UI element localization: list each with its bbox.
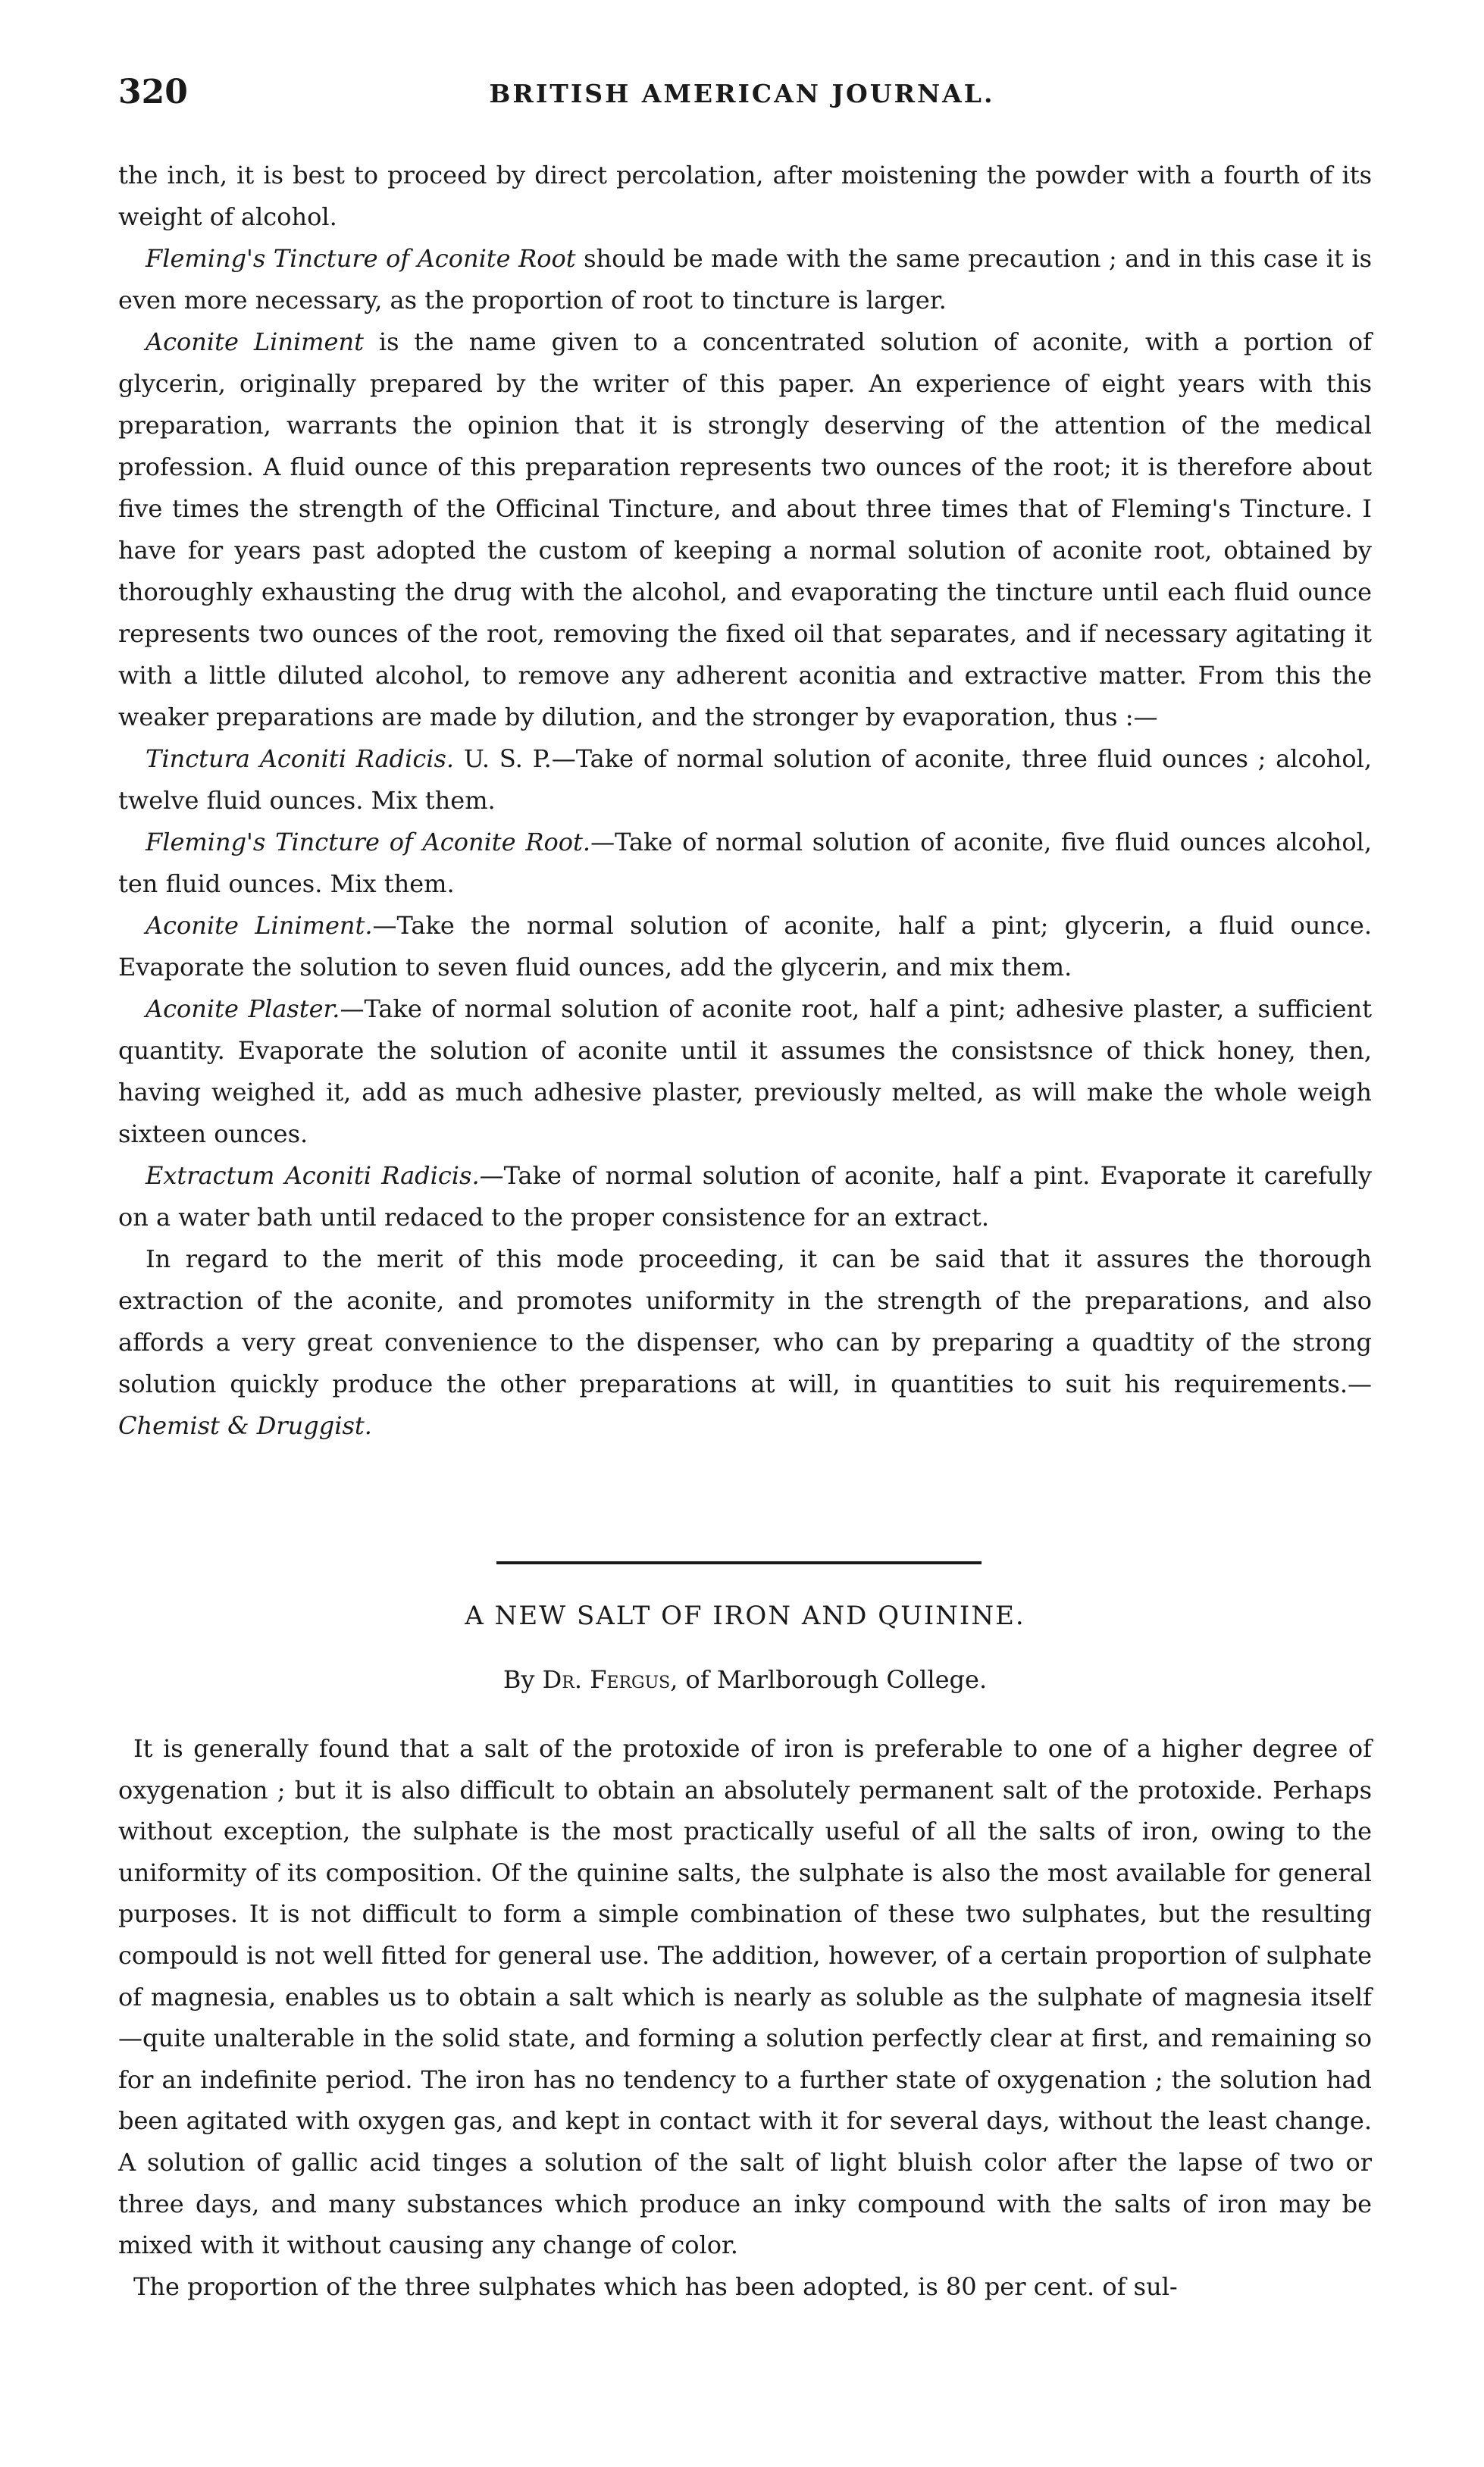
source-citation: Chemist & Druggist. — [118, 1411, 372, 1440]
recipe-paragraph — [118, 738, 1372, 822]
recipe-name: Fleming's Tincture of Aconite Root. — [146, 828, 591, 856]
paragraph — [118, 321, 1372, 738]
recipe-name: Extractum Aconiti Radicis. — [146, 1161, 480, 1190]
page-header — [118, 73, 1366, 118]
byline-prefix: By — [502, 1665, 543, 1694]
paragraph-text: is the name given to a concentrated solution of aconite, with a portion of glycerin, originally prepared by the writer of this paper. An experience of eight years with this preparation, warrants the opinion that it is strongly deserving of the attention of the medical profession. A fluid ounce of this preparation represents two ounces of the root; it is therefore about five times the strength of the Officinal Tincture, and about three times that of Fleming's Tincture. I have for years past adopted the custom of keeping a normal solution of aconite root, obtained by thoroughly exhausting the drug with the alcohol, and evaporating the tincture until each fluid ounce represents two ounces of the root, removing the fixed oil that separates, and if necessary agitating it with a little diluted alcohol, to remove any adherent aconitia and extractive matter. From this the weaker preparations are made by dilution, and the stronger by evaporation, thus :— — [118, 327, 1373, 731]
recipe-paragraph — [118, 1155, 1372, 1238]
byline-affiliation: , of Marlborough College. — [670, 1665, 988, 1694]
author-name: Dr. Fergus — [542, 1665, 671, 1694]
recipe-text: —Take of normal solution of aconite, half a pint. Evaporate it carefully on a water bath until redaced to the proper consistence for an extract. — [118, 1161, 1373, 1232]
recipe-name: Aconite Plaster. — [146, 994, 340, 1023]
aconite-article-continuation — [118, 155, 1372, 1447]
italic-term: Fleming's Tincture of Aconite Root — [146, 244, 576, 273]
recipe-paragraph — [118, 988, 1372, 1155]
recipe-text: —Take of normal solution of aconite root, half a pint; adhesive plaster, a sufficient quantity. Evaporate the solution of aconite until it assumes the consistsnce of thick honey, then, having weighed it, add as much adhesive plaster, previously melted, as will make the whole weigh sixteen ounces. — [118, 994, 1373, 1148]
paragraph: It is generally found that a salt of the protoxide of iron is preferable to one of a higher degree of oxygenation ; but it is also difficult to obtain an absolutely permanent salt of the protoxide. Perhaps without exception, the sulphate is the most practically useful of all the salts of iron, owing to the uniformity of its composition. Of the quinine salts, the sulphate is also the most available for general purposes. It is not difficult to form a simple combination of these two sulphates, but the resulting compould is not well fitted for general use. The addition, however, of a certain proportion of sulphate of magnesia, enables us to obtain a salt which is nearly as soluble as the sulphate of magnesia itself—quite unalterable in the solid state, and forming a solution perfectly clear at first, and remaining so for an indefinite period. The iron has no tendency to a further state of oxygenation ; the solution had been agitated with oxygen gas, and kept in contact with it for several days, without the least change. A solution of gallic acid tinges a solution of the salt of light bluish color after the lapse of two or three days, and many substances which produce an inky compound with the salts of iron may be mixed with it without causing any change of color. — [118, 1734, 1372, 2260]
recipe-name: Tinctura Aconiti Radicis. — [146, 744, 455, 773]
recipe-paragraph — [118, 905, 1372, 988]
page-number: 320 — [118, 73, 188, 111]
paragraph-text: In regard to the merit of this mode proceeding, it can be said that it assures the thorough extraction of the aconite, and promotes uniformity in the strength of the preparations, and also affords a very great convenience to the dispenser, who can by preparing a quadtity of the strong solution quickly produce the other preparations at will, in quantities to suit his requirements.— — [118, 1244, 1372, 1398]
running-head: BRITISH AMERICAN JOURNAL. — [489, 79, 995, 108]
recipe-text: —Take of normal solution of aconite, five fluid ounces alcohol, ten fluid ounces. Mix them. — [118, 828, 1373, 898]
recipe-name: Aconite Liniment. — [146, 911, 373, 940]
closing-paragraph — [118, 1238, 1372, 1447]
byline — [118, 1665, 1372, 1694]
paragraph-text: should be made with the same precaution ; and in this case it is even more necessary, as the proportion of root to tincture is larger. — [118, 244, 1373, 315]
section-divider — [496, 1561, 982, 1564]
article-title: A NEW SALT OF IRON AND QUININE. — [465, 1601, 1025, 1631]
paragraph: The proportion of the three sulphates which has been adopted, is 80 per cent. of sul- — [133, 2271, 1178, 2301]
italic-term: Aconite Liniment — [146, 327, 364, 356]
paragraph — [118, 238, 1372, 321]
recipe-text: U. S. P.—Take of normal solution of aconite, three fluid ounces ; alcohol, twelve fluid ounces. Mix them. — [118, 744, 1373, 815]
iron-quinine-article-body — [118, 1728, 1372, 2307]
recipe-text: —Take the normal solution of aconite, half a pint; glycerin, a fluid ounce. Evaporate the solution to seven fluid ounces, add the glycerin, and mix them. — [118, 911, 1373, 981]
paragraph: the inch, it is best to proceed by direct percolation, after moistening the powder with a fourth of its weight of alcohol. — [118, 161, 1372, 231]
recipe-paragraph — [118, 822, 1372, 905]
